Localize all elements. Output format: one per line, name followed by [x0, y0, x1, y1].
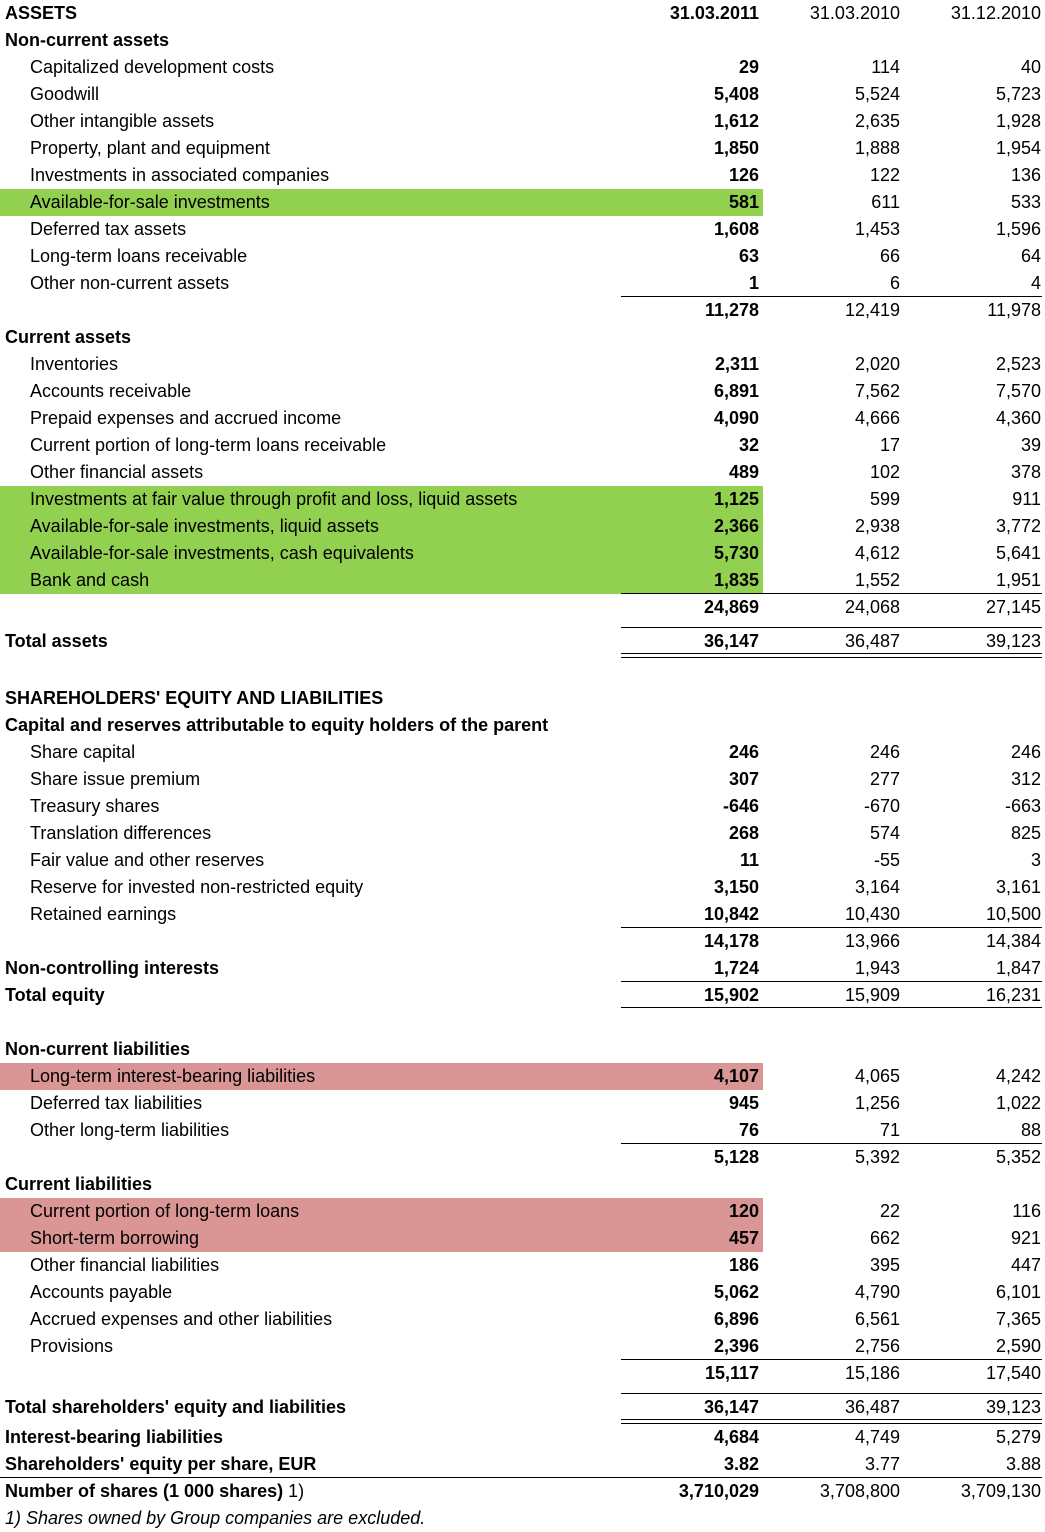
value-31-03-2011: -646 [722, 796, 759, 816]
table-row [0, 1451, 1045, 1478]
value-31-03-2011: 1,608 [713, 219, 759, 239]
table-row [0, 928, 1045, 955]
row-label [30, 820, 211, 847]
table-row [0, 108, 1045, 135]
table-row [0, 712, 1045, 739]
row-label-text: Reserve for invested non-restricted equity [30, 877, 364, 897]
value-31-03-2010: 2,756 [854, 1336, 900, 1356]
table-row [0, 81, 1045, 108]
row-label-text: Investments at fair value through profit and loss, liquid assets [30, 489, 518, 509]
row-label-text: Inventories [30, 354, 119, 374]
value-31-03-2010: 6,561 [854, 1309, 900, 1329]
table-row [0, 270, 1045, 297]
value-31-03-2011: 5,730 [713, 543, 759, 563]
value-31-03-2011: 3.82 [723, 1454, 759, 1474]
value-31-03-2011: 945 [728, 1093, 759, 1113]
row-label [30, 567, 149, 594]
row-label [30, 1117, 229, 1144]
row-label [5, 1451, 316, 1478]
row-label [5, 27, 169, 54]
table-row [0, 486, 1045, 513]
value-31-12-2010: 136 [1010, 165, 1041, 185]
row-label [30, 162, 329, 189]
value-31-03-2011: 24,869 [703, 597, 759, 617]
value-31-12-2010: 825 [1010, 823, 1041, 843]
value-31-03-2011: 76 [738, 1120, 759, 1140]
value-31-03-2010: 102 [869, 462, 900, 482]
table-row [0, 405, 1045, 432]
row-label [30, 1252, 219, 1279]
row-label [30, 54, 274, 81]
value-31-03-2011: 4,090 [713, 408, 759, 428]
row-label-text: Current portion of long-term loans receivable [30, 435, 387, 455]
row-label [30, 378, 191, 405]
value-31-12-2010: 312 [1010, 769, 1041, 789]
value-31-03-2011: 15,902 [703, 985, 759, 1005]
value-31-12-2010: 3,772 [995, 516, 1041, 536]
table-row [0, 54, 1045, 81]
row-label [5, 685, 383, 712]
value-31-03-2010: 246 [869, 742, 900, 762]
row-label [30, 1198, 299, 1225]
value-31-03-2010: 3,708,800 [819, 1481, 900, 1501]
value-31-12-2010: 2,590 [995, 1336, 1041, 1356]
value-31-12-2010: 31.12.2010 [950, 3, 1041, 23]
row-label [5, 1171, 152, 1198]
value-31-12-2010: 39,123 [985, 1397, 1041, 1417]
value-31-12-2010: 1,022 [995, 1093, 1041, 1113]
footnote [0, 1505, 1045, 1532]
table-row [0, 955, 1045, 982]
table-row [0, 27, 1045, 54]
table-row [0, 1198, 1045, 1225]
row-label-text: Fair value and other reserves [30, 850, 265, 870]
table-row [0, 1036, 1045, 1063]
table-row [0, 739, 1045, 766]
value-31-03-2011: 36,147 [703, 631, 759, 651]
value-31-03-2010: 611 [871, 192, 900, 212]
value-31-12-2010: 3.88 [1005, 1454, 1041, 1474]
row-label [30, 81, 99, 108]
value-31-03-2011: 3,710,029 [678, 1481, 759, 1501]
row-label [30, 108, 214, 135]
value-31-12-2010: 1,951 [995, 570, 1041, 590]
value-31-03-2010: 2,635 [854, 111, 900, 131]
value-31-03-2010: 4,749 [854, 1427, 900, 1447]
value-31-03-2011: 5,128 [713, 1147, 759, 1167]
value-31-03-2011: 120 [728, 1201, 759, 1221]
row-label [30, 793, 159, 820]
value-31-12-2010: 1,847 [995, 958, 1041, 978]
value-31-03-2011: 14,178 [703, 931, 759, 951]
value-31-12-2010: 14,384 [985, 931, 1041, 951]
table-row [0, 297, 1045, 324]
row-label [30, 739, 135, 766]
row-label-text: Interest-bearing liabilities [5, 1427, 224, 1447]
value-31-03-2010: 24,068 [844, 597, 900, 617]
value-31-12-2010: 27,145 [985, 597, 1041, 617]
row-label-text: Long-term interest-bearing liabilities [30, 1066, 316, 1086]
value-31-03-2010: 1,943 [854, 958, 900, 978]
value-31-03-2011: 489 [728, 462, 759, 482]
row-label-text: Treasury shares [30, 796, 160, 816]
row-label [30, 1225, 199, 1252]
row-label-text: Accrued expenses and other liabilities [30, 1309, 333, 1329]
row-label-text: Capitalized development costs [30, 57, 275, 77]
value-31-03-2010: 4,666 [854, 408, 900, 428]
value-31-03-2011: 32 [738, 435, 759, 455]
table-row [0, 820, 1045, 847]
value-31-03-2010: -670 [863, 796, 900, 816]
value-31-03-2010: 277 [869, 769, 900, 789]
row-label-text: Other financial liabilities [30, 1255, 220, 1275]
row-label-text: Accounts payable [30, 1282, 173, 1302]
value-31-03-2011: 29 [738, 57, 759, 77]
row-label-text: Accounts receivable [30, 381, 192, 401]
row-label [5, 628, 108, 655]
table-row [0, 874, 1045, 901]
row-label [5, 1394, 346, 1421]
value-31-03-2010: 4,612 [854, 543, 900, 563]
value-31-12-2010: 16,231 [985, 985, 1041, 1005]
row-label [30, 243, 247, 270]
row-label-text: Available-for-sale investments, cash equivalents [30, 543, 414, 563]
value-31-12-2010: 40 [1020, 57, 1041, 77]
row-label-text: Goodwill [30, 84, 100, 104]
table-row [0, 766, 1045, 793]
row-label-text: Property, plant and equipment [30, 138, 270, 158]
row-label-text: Shareholders' equity per share, EUR [5, 1454, 317, 1474]
value-31-03-2010: 395 [869, 1255, 900, 1275]
value-31-03-2010: 66 [879, 246, 900, 266]
row-label [30, 270, 229, 297]
value-31-03-2011: 2,311 [714, 354, 759, 374]
row-label [30, 135, 270, 162]
table-row [0, 847, 1045, 874]
table-row [0, 513, 1045, 540]
row-label [5, 1478, 304, 1505]
row-label [30, 189, 270, 216]
row-label-text: Share issue premium [30, 769, 201, 789]
row-label-text: 1) Shares owned by Group companies are excluded. [5, 1508, 426, 1528]
value-31-12-2010: 533 [1010, 192, 1041, 212]
row-label [5, 982, 105, 1009]
table-row [0, 1171, 1045, 1198]
table-row [0, 567, 1045, 594]
row-label [30, 513, 379, 540]
value-31-03-2011: 1,125 [713, 489, 759, 509]
value-31-03-2010: 36,487 [844, 1397, 900, 1417]
row-label [30, 1279, 172, 1306]
table-row [0, 1394, 1045, 1421]
value-31-03-2011: 307 [728, 769, 759, 789]
value-31-12-2010: 3 [1030, 850, 1041, 870]
table-row [0, 1333, 1045, 1360]
row-label-text: Non-current liabilities [5, 1039, 191, 1059]
value-31-03-2011: 581 [728, 192, 759, 212]
row-label [30, 901, 176, 928]
row-label-text: Long-term loans receivable [30, 246, 248, 266]
value-31-03-2011: 186 [728, 1255, 759, 1275]
row-label [30, 1333, 113, 1360]
value-31-03-2011: 1,835 [713, 570, 759, 590]
row-label-text: ASSETS [5, 3, 78, 23]
table-row [0, 135, 1045, 162]
row-label-text: Deferred tax liabilities [30, 1093, 203, 1113]
row-label-text: Investments in associated companies [30, 165, 330, 185]
value-31-03-2011: 246 [728, 742, 759, 762]
value-31-12-2010: 39,123 [985, 631, 1041, 651]
value-31-12-2010: 17,540 [985, 1363, 1041, 1383]
table-row [0, 982, 1045, 1009]
row-label-text: Other long-term liabilities [30, 1120, 230, 1140]
row-label-text: Prepaid expenses and accrued income [30, 408, 342, 428]
value-31-03-2011: 11,278 [704, 300, 759, 320]
table-row [0, 351, 1045, 378]
value-31-03-2011: 457 [728, 1228, 759, 1248]
value-31-03-2011: 2,396 [713, 1336, 759, 1356]
value-31-03-2011: 268 [728, 823, 759, 843]
value-31-03-2010: 15,909 [844, 985, 900, 1005]
table-row [0, 1360, 1045, 1387]
value-31-03-2010: 114 [871, 57, 900, 77]
row-label [5, 1424, 223, 1451]
value-31-03-2011: 1,850 [713, 138, 759, 158]
value-31-03-2010: 7,562 [854, 381, 900, 401]
row-label [30, 540, 414, 567]
value-31-12-2010: 116 [1012, 1201, 1041, 1221]
row-label-text: Translation differences [30, 823, 212, 843]
table-row [0, 1424, 1045, 1451]
table-row [0, 594, 1045, 621]
value-31-03-2010: 1,552 [854, 570, 900, 590]
value-31-12-2010: 3,161 [995, 877, 1041, 897]
value-31-03-2010: 2,938 [854, 516, 900, 536]
value-31-03-2011: 5,062 [713, 1282, 759, 1302]
value-31-03-2011: 63 [738, 246, 759, 266]
table-row [0, 1478, 1045, 1505]
value-31-12-2010: 1,954 [995, 138, 1041, 158]
value-31-03-2011: 6,891 [713, 381, 759, 401]
value-31-12-2010: 10,500 [985, 904, 1041, 924]
table-header-row [0, 0, 1045, 27]
value-31-12-2010: 88 [1020, 1120, 1041, 1140]
row-label [30, 1090, 202, 1117]
value-31-12-2010: 4,242 [995, 1066, 1041, 1086]
value-31-12-2010: 4 [1030, 273, 1041, 293]
table-row [0, 793, 1045, 820]
value-31-03-2010: 3,164 [854, 877, 900, 897]
table-row [0, 216, 1045, 243]
value-31-03-2011: 2,366 [713, 516, 759, 536]
value-31-12-2010: 6,101 [995, 1282, 1041, 1302]
value-31-12-2010: 1,928 [995, 111, 1041, 131]
value-31-03-2011: 1 [748, 273, 759, 293]
row-label-text: Non-controlling interests [5, 958, 220, 978]
value-31-03-2010: 2,020 [854, 354, 900, 374]
row-label-text: Other financial assets [30, 462, 204, 482]
value-31-03-2010: 599 [869, 489, 900, 509]
row-label [30, 874, 363, 901]
table-row [0, 1144, 1045, 1171]
row-label-text: Deferred tax assets [30, 219, 187, 239]
row-label-text: Retained earnings [30, 904, 177, 924]
value-31-03-2011: 5,408 [713, 84, 759, 104]
value-31-03-2010: 5,524 [854, 84, 900, 104]
row-label [5, 324, 131, 351]
row-label-text: Available-for-sale investments [30, 192, 270, 212]
row-label-text: Total assets [5, 631, 108, 651]
value-31-03-2011: 11 [739, 850, 759, 870]
value-31-03-2011: 1,724 [713, 958, 759, 978]
row-label [30, 766, 200, 793]
value-31-03-2011: 1,612 [713, 111, 759, 131]
value-31-12-2010: 911 [1012, 489, 1041, 509]
value-31-12-2010: 5,723 [995, 84, 1041, 104]
value-31-03-2010: 662 [869, 1228, 900, 1248]
value-31-03-2011: 4,684 [713, 1427, 759, 1447]
value-31-12-2010: 1,596 [995, 219, 1041, 239]
row-label [5, 0, 77, 27]
value-31-03-2010: -55 [873, 850, 900, 870]
row-label [30, 459, 203, 486]
value-31-12-2010: 378 [1010, 462, 1041, 482]
value-31-12-2010: 447 [1010, 1255, 1041, 1275]
row-label-text: Total equity [5, 985, 105, 1005]
value-31-12-2010: 11,978 [987, 300, 1041, 320]
row-label-text: Available-for-sale investments, liquid assets [30, 516, 379, 536]
value-31-12-2010: 64 [1020, 246, 1041, 266]
value-31-03-2011: 4,107 [713, 1066, 759, 1086]
value-31-03-2011: 3,150 [713, 877, 759, 897]
row-label-text: Short-term borrowing [30, 1228, 200, 1248]
row-label-text: SHAREHOLDERS' EQUITY AND LIABILITIES [5, 688, 384, 708]
row-label [5, 1505, 425, 1532]
table-row [0, 1063, 1045, 1090]
row-label-text: Current liabilities [5, 1174, 153, 1194]
row-label-text: Capital and reserves attributable to equity holders of the parent [5, 715, 549, 735]
value-31-12-2010: 4,360 [995, 408, 1041, 428]
value-31-03-2010: 1,256 [854, 1093, 900, 1113]
value-31-12-2010: 2,523 [995, 354, 1041, 374]
row-label-text: Number of shares (1 000 shares) [5, 1481, 284, 1501]
value-31-03-2011: 15,117 [704, 1363, 759, 1383]
table-row [0, 1117, 1045, 1144]
double-rule-line [621, 653, 1042, 658]
value-31-03-2010: 1,888 [854, 138, 900, 158]
value-31-03-2010: 22 [879, 1201, 900, 1221]
table-row [0, 628, 1045, 655]
row-label [5, 712, 548, 739]
table-row [0, 901, 1045, 928]
value-31-03-2010: 1,453 [854, 219, 900, 239]
row-label [30, 216, 186, 243]
footnote-marker: 1) [283, 1481, 305, 1501]
value-31-12-2010: -663 [1004, 796, 1041, 816]
value-31-03-2010: 122 [869, 165, 900, 185]
row-label-text: Total shareholders' equity and liabilities [5, 1397, 347, 1417]
value-31-03-2010: 36,487 [844, 631, 900, 651]
table-row [0, 1090, 1045, 1117]
row-label [30, 847, 264, 874]
row-label [5, 955, 219, 982]
value-31-03-2010: 31.03.2010 [809, 3, 900, 23]
value-31-12-2010: 921 [1010, 1228, 1041, 1248]
value-31-03-2011: 10,842 [703, 904, 759, 924]
row-label [5, 1036, 190, 1063]
table-row [0, 1225, 1045, 1252]
rule-line [621, 1007, 1042, 1008]
value-31-03-2010: 17 [879, 435, 900, 455]
value-31-12-2010: 5,641 [995, 543, 1041, 563]
value-31-03-2011: 31.03.2011 [669, 3, 759, 23]
value-31-12-2010: 5,279 [995, 1427, 1041, 1447]
value-31-03-2010: 3.77 [864, 1454, 900, 1474]
table-row [0, 324, 1045, 351]
row-label [30, 1306, 332, 1333]
row-label-text: Current assets [5, 327, 132, 347]
value-31-12-2010: 5,352 [995, 1147, 1041, 1167]
value-31-03-2010: 12,419 [844, 300, 900, 320]
value-31-03-2011: 126 [728, 165, 759, 185]
value-31-03-2010: 15,186 [844, 1363, 900, 1383]
row-label [30, 351, 118, 378]
value-31-12-2010: 39 [1020, 435, 1041, 455]
row-label [30, 405, 341, 432]
table-row [0, 189, 1045, 216]
value-31-03-2011: 36,147 [703, 1397, 759, 1417]
value-31-12-2010: 246 [1010, 742, 1041, 762]
row-label [30, 432, 386, 459]
table-row [0, 243, 1045, 270]
value-31-03-2010: 6 [889, 273, 900, 293]
value-31-03-2010: 71 [879, 1120, 900, 1140]
value-31-12-2010: 7,365 [995, 1309, 1041, 1329]
table-row [0, 432, 1045, 459]
table-row [0, 1306, 1045, 1333]
table-row [0, 1252, 1045, 1279]
table-row [0, 685, 1045, 712]
row-label-text: Non-current assets [5, 30, 170, 50]
row-label [30, 1063, 315, 1090]
table-row [0, 162, 1045, 189]
row-label-text: Provisions [30, 1336, 114, 1356]
row-label-text: Bank and cash [30, 570, 150, 590]
row-label-text: Other non-current assets [30, 273, 230, 293]
table-row [0, 1279, 1045, 1306]
row-label-text: Share capital [30, 742, 136, 762]
value-31-03-2010: 574 [869, 823, 900, 843]
value-31-03-2010: 4,790 [854, 1282, 900, 1302]
row-label [30, 486, 517, 513]
table-row [0, 459, 1045, 486]
value-31-03-2010: 4,065 [854, 1066, 900, 1086]
value-31-03-2010: 13,966 [844, 931, 900, 951]
value-31-12-2010: 7,570 [995, 381, 1041, 401]
value-31-03-2011: 6,896 [713, 1309, 759, 1329]
value-31-03-2010: 5,392 [854, 1147, 900, 1167]
row-label-text: Other intangible assets [30, 111, 215, 131]
table-row [0, 378, 1045, 405]
table-row [0, 540, 1045, 567]
value-31-12-2010: 3,709,130 [960, 1481, 1041, 1501]
row-label-text: Current portion of long-term loans [30, 1201, 300, 1221]
value-31-03-2010: 10,430 [844, 904, 900, 924]
